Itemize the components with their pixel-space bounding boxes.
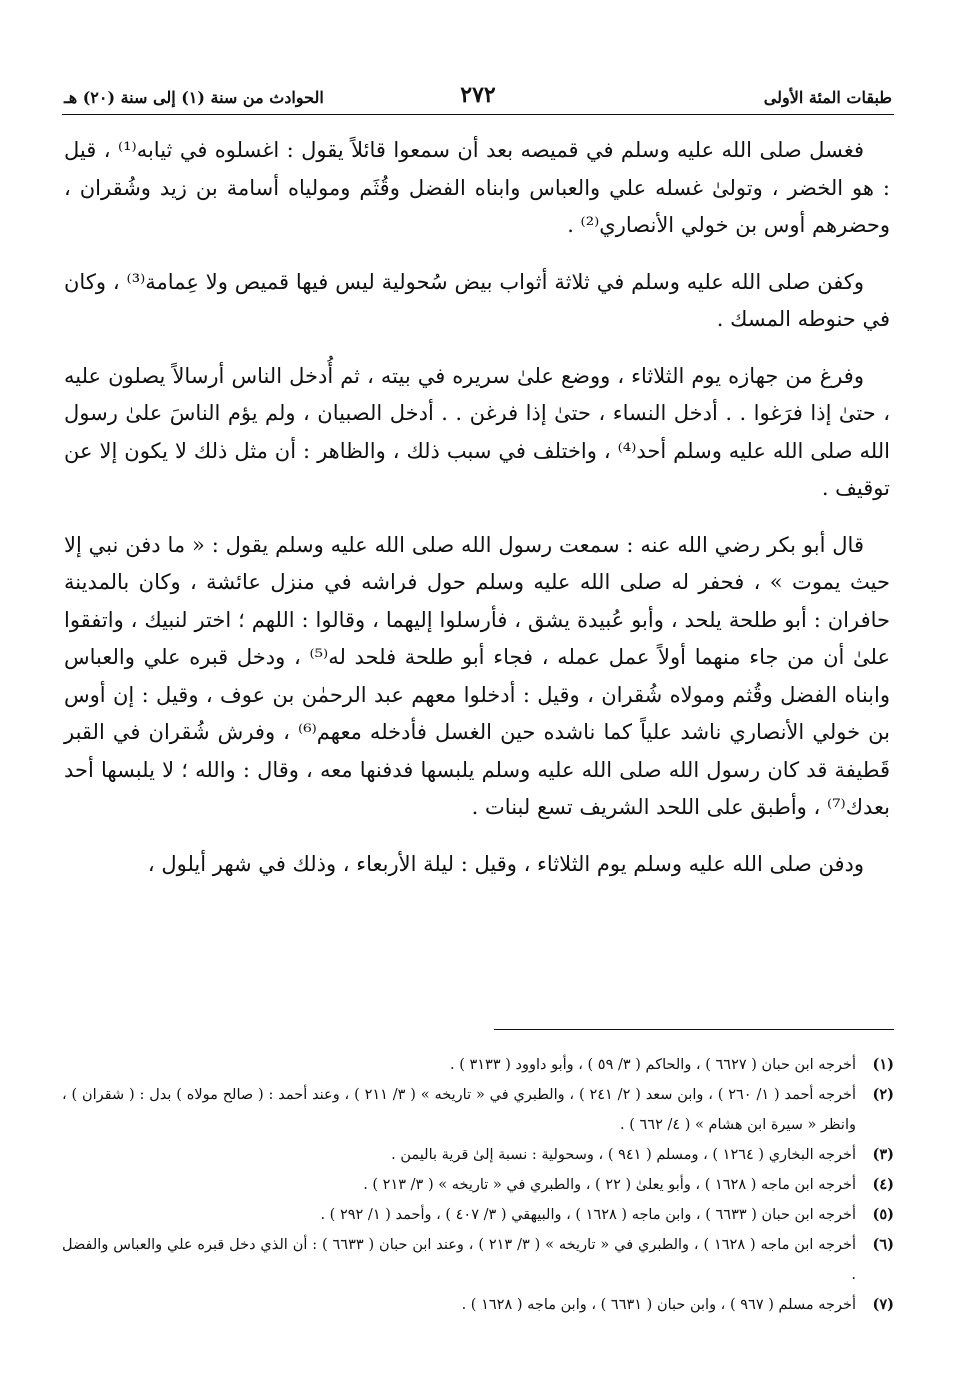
footnote [62, 1140, 894, 1170]
footnote-number: (٧) [872, 1296, 894, 1313]
paragraph: وكفن صلى الله عليه وسلم في ثلاثة أثواب بيض سُحولية ليس فيها قميص ولا عِمامة⁽³⁾ ، وكان في حنوطه المسك . [64, 269, 890, 331]
paragraph: ودفن صلى الله عليه وسلم يوم الثلاثاء ، وقيل : ليلة الأربعاء ، وذلك في شهر أيلول ، [147, 851, 864, 876]
footnote-number: (٥) [872, 1206, 894, 1223]
footnote [62, 1170, 894, 1200]
footnote-text: أخرجه ابن حبان ( ٦٦٣٣ ) ، وابن ماجه ( ١٦٢٨ ) ، والبيهقي ( ٣/ ٤٠٧ ) ، وأحمد ( ١/ ٢٩٢ ) . [320, 1207, 856, 1223]
page-header [62, 78, 894, 115]
footnote-text: أخرجه البخاري ( ١٢٦٤ ) ، ومسلم ( ٩٤١ ) ، وسحولية : نسبة إلىٰ قرية باليمن . [391, 1147, 856, 1163]
footnote-number: (٢) [872, 1086, 894, 1103]
footnote-text: أخرجه ابن حبان ( ٦٦٢٧ ) ، والحاكم ( ٣/ ٥٩ ) ، وأبو داوود ( ٣١٣٣ ) . [450, 1057, 856, 1073]
footnote-number: (١) [872, 1056, 894, 1073]
footnote-divider [494, 1029, 894, 1030]
paragraph: وفرغ من جهازه يوم الثلاثاء ، ووضع علىٰ سريره في بيته ، ثم أُدخل الناس أرسالاً يصلون عليه ، حتىٰ إذا فرَغوا . . أدخل النساء ، حتىٰ إذا فرغن . . أدخل الصبيان ، ولم يؤم الناسَ علىٰ رسول الله صلى الله عليه وسلم أحد⁽⁴⁾ ، واختلف في سبب ذلك ، والظاهر : أن مثل ذلك لا يكون إلا عن توقيف . [64, 363, 890, 500]
footnote [62, 1230, 894, 1290]
footnote-text: أخرجه ابن ماجه ( ١٦٢٨ ) ، والطبري في « تاريخه » ( ٣/ ٢١٣ ) ، وعند ابن حبان ( ٦٦٣٣ ) : أن الذي دخل قبره علي والعباس والفضل . [62, 1237, 856, 1283]
main-text [64, 132, 890, 902]
footnotes [62, 1050, 894, 1320]
book-title: طبقات المئة الأولى [763, 88, 892, 107]
page-number: ٢٧٢ [460, 82, 496, 108]
footnote [62, 1050, 894, 1080]
footnote [62, 1080, 894, 1140]
footnote-number: (٦) [872, 1236, 894, 1253]
footnote [62, 1290, 894, 1320]
footnote-number: (٣) [872, 1146, 894, 1163]
footnote-number: (٤) [872, 1176, 894, 1193]
footnote-text: أخرجه أحمد ( ١/ ٢٦٠ ) ، وابن سعد ( ٢/ ٢٤١ ) ، والطبري في « تاريخه » ( ٣/ ٢١١ ) ، وعند أحمد : ( صالح مولاه ) بدل : ( شقران ) ، وانظر « سيرة ابن هشام » ( ٤/ ٦٦٢ ) . [62, 1087, 857, 1133]
footnote [62, 1200, 894, 1230]
footnote-text: أخرجه مسلم ( ٩٦٧ ) ، وابن حبان ( ٦٦٣١ ) ، وابن ماجه ( ١٦٢٨ ) . [461, 1297, 856, 1313]
section-title: الحوادث من سنة (١) إلى سنة (٢٠) هـ [64, 88, 324, 107]
paragraph: فغسل صلى الله عليه وسلم في قميصه بعد أن سمعوا قائلاً يقول : اغسلوه في ثيابه⁽¹⁾ ، قيل : هو الخضر ، وتولىٰ غسله علي والعباس وابناه الفضل وقُثَم ومولياه أسامة بن زيد وشُقران ، وحضرهم أوس بن خولي الأنصاري⁽²⁾ . [64, 138, 890, 237]
footnote-text: أخرجه ابن ماجه ( ١٦٢٨ ) ، وأبو يعلىٰ ( ٢٢ ) ، والطبري في « تاريخه » ( ٣/ ٢١٣ ) . [363, 1177, 856, 1193]
paragraph: قال أبو بكر رضي الله عنه : سمعت رسول الله صلى الله عليه وسلم يقول : « ما دفن نبي إلا حيث يموت » ، فحفر له صلى الله عليه وسلم حول فراشه في منزل عائشة ، وكان بالمدينة حافران : أبو طلحة يلحد ، وأبو عُبيدة يشق ، فأرسلوا إليهما ، وقالوا : اللهم ؛ اختر لنبيك ، واتفقوا علىٰ أن من جاء منهما أولاً عمل عمله ، فجاء أبو طلحة فلحد له⁽⁵⁾ ، ودخل قبره علي والعباس وابناه الفضل وقُثم ومولاه شُقران ، وقيل : أدخلوا معهم عبد الرحمٰن بن عوف ، وقيل : إن أوس بن خولي الأنصاري ناشد علياً كما ناشده حين الغسل فأدخله معهم⁽⁶⁾ ، وفرش شُقران في القبر قَطيفة قد كان رسول الله صلى الله عليه وسلم يلبسها فدفنها معه ، وقال : والله ؛ لا يلبسها أحد بعدك⁽⁷⁾ ، وأطبق على اللحد الشريف تسع لبنات . [64, 532, 891, 819]
